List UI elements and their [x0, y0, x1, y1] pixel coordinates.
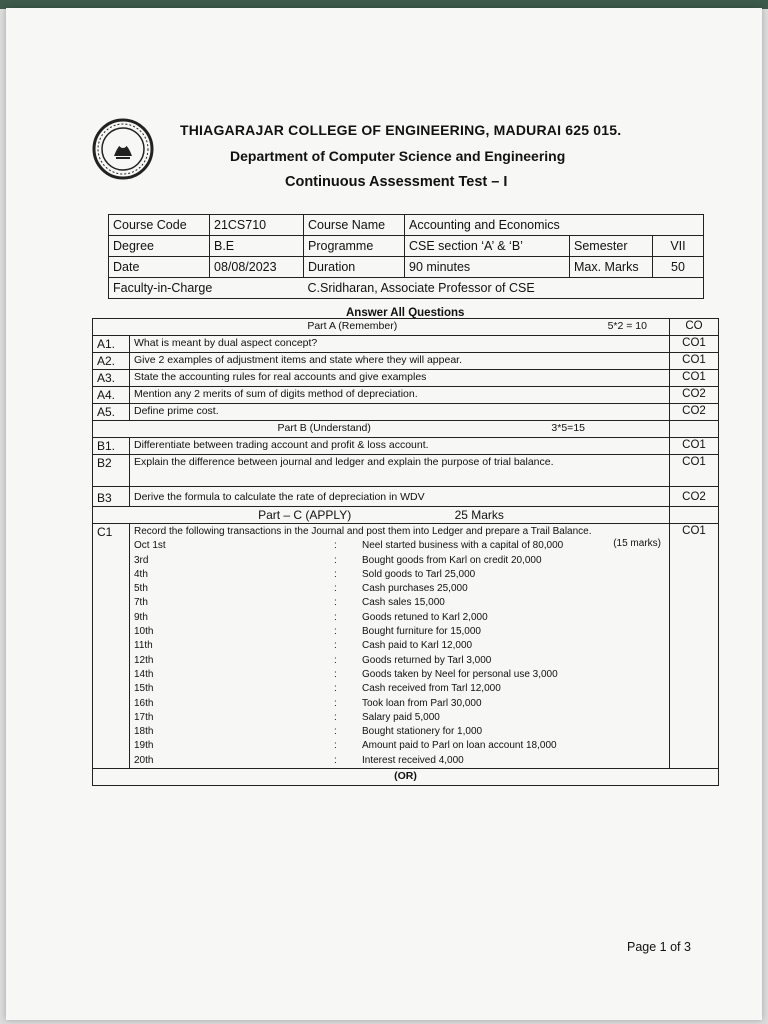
transaction-date: 3rd — [134, 554, 149, 566]
faculty-label: Faculty-in-Charge — [109, 278, 304, 299]
transaction-separator: : — [334, 654, 337, 666]
question-number: A2. — [93, 353, 130, 370]
part-a-title: Part A (Remember) — [307, 320, 398, 332]
department-name: Department of Computer Science and Engineering — [230, 148, 566, 164]
duration: 90 minutes — [405, 257, 570, 278]
transaction-row — [134, 554, 665, 568]
instruction: Answer All Questions — [346, 307, 465, 319]
question-row — [93, 387, 719, 404]
programme-label: Programme — [304, 236, 405, 257]
question-number: C1 — [93, 524, 130, 769]
duration-label: Duration — [304, 257, 405, 278]
semester: VII — [653, 236, 704, 257]
part-b-title: Part B (Understand) — [277, 422, 371, 434]
transaction-date: 17th — [134, 711, 154, 723]
question-text: Record the following transactions in the Journal and post them into Ledger and prepare a Trail Balance. — [134, 526, 592, 537]
question-co: CO2 — [670, 404, 719, 421]
transaction-separator: : — [334, 726, 337, 738]
transaction-date: 15th — [134, 683, 154, 695]
degree: B.E — [210, 236, 304, 257]
course-code: 21CS710 — [210, 215, 304, 236]
programme: CSE section ‘A’ & ‘B’ — [405, 236, 570, 257]
transaction-row — [134, 668, 665, 682]
question-text: Mention any 2 merits of sum of digits method of depreciation. — [130, 387, 670, 404]
question-number: A4. — [93, 387, 130, 404]
question-text: Define prime cost. — [130, 404, 670, 421]
transaction-row — [134, 625, 665, 639]
question-number: B3 — [93, 487, 130, 507]
question-co: CO2 — [670, 387, 719, 404]
transaction-separator: : — [334, 554, 337, 566]
course-name: Accounting and Economics — [405, 215, 704, 236]
transaction-separator: : — [334, 597, 337, 609]
question-number: A5. — [93, 404, 130, 421]
transaction-row — [134, 582, 665, 596]
question-co: CO1 — [670, 370, 719, 387]
part-a-marks: 5*2 = 10 — [607, 320, 647, 332]
question-number: A3. — [93, 370, 130, 387]
question-text: State the accounting rules for real accounts and give examples — [130, 370, 670, 387]
transaction-row — [134, 539, 665, 553]
question-row — [93, 487, 719, 507]
co-header: CO — [670, 319, 719, 336]
transaction-date: 20th — [134, 754, 154, 766]
transaction-date: 7th — [134, 597, 148, 609]
question-row — [93, 455, 719, 487]
transaction-text: Bought stationery for 1,000 — [362, 726, 483, 738]
transaction-separator: : — [334, 640, 337, 652]
part-a-header — [93, 319, 670, 336]
question-row — [93, 353, 719, 370]
transaction-separator: : — [334, 740, 337, 752]
transaction-date: 5th — [134, 583, 148, 595]
transaction-text: Cash sales 15,000 — [362, 597, 445, 609]
test-title: Continuous Assessment Test – I — [285, 174, 508, 190]
transaction-text: Salary paid 5,000 — [362, 711, 440, 723]
transaction-date: 10th — [134, 626, 154, 638]
question-text: Differentiate between trading account and profit & loss account. — [130, 438, 670, 455]
transaction-separator: : — [334, 711, 337, 723]
date-label: Date — [109, 257, 210, 278]
questions-table — [92, 318, 719, 786]
max-marks: 50 — [653, 257, 704, 278]
transaction-row — [134, 725, 665, 739]
question-row — [93, 336, 719, 353]
course-code-label: Course Code — [109, 215, 210, 236]
transaction-date: 12th — [134, 654, 154, 666]
transaction-row — [134, 697, 665, 711]
transaction-date: 19th — [134, 740, 154, 752]
question-co: CO2 — [670, 487, 719, 507]
transaction-row — [134, 639, 665, 653]
transaction-row — [134, 568, 665, 582]
transaction-separator: : — [334, 568, 337, 580]
transaction-separator: : — [334, 540, 337, 552]
transaction-text: Cash paid to Karl 12,000 — [362, 640, 473, 652]
course-info-table — [108, 214, 704, 299]
semester-label: Semester — [570, 236, 653, 257]
transaction-text: Sold goods to Tarl 25,000 — [362, 568, 476, 580]
question-text: Give 2 examples of adjustment items and state where they will appear. — [130, 353, 670, 370]
part-b-header — [93, 421, 670, 438]
course-name-label: Course Name — [304, 215, 405, 236]
part-c-marks: 25 Marks — [454, 508, 504, 522]
transaction-separator: : — [334, 583, 337, 595]
college-emblem-logo — [92, 118, 154, 180]
transaction-date: 16th — [134, 697, 154, 709]
or-label: (OR) — [93, 769, 719, 786]
transaction-separator: : — [334, 626, 337, 638]
question-marks: (15 marks) — [613, 538, 661, 549]
transaction-text: Cash received from Tarl 12,000 — [362, 683, 501, 695]
question-row — [93, 370, 719, 387]
question-number: A1. — [93, 336, 130, 353]
college-name: THIAGARAJAR COLLEGE OF ENGINEERING, MADURAI 625 015. — [180, 122, 622, 138]
transaction-separator: : — [334, 754, 337, 766]
transaction-text: Goods retuned to Karl 2,000 — [362, 611, 488, 623]
transaction-text: Neel started business with a capital of 80,000 — [362, 540, 564, 552]
max-marks-label: Max. Marks — [570, 257, 653, 278]
transaction-text: Goods taken by Neel for personal use 3,000 — [362, 668, 558, 680]
question-co: CO1 — [670, 336, 719, 353]
transaction-row — [134, 711, 665, 725]
transaction-row — [134, 682, 665, 696]
transaction-text: Goods returned by Tarl 3,000 — [362, 654, 492, 666]
question-co: CO1 — [670, 455, 719, 487]
transaction-date: 18th — [134, 726, 154, 738]
question-text: What is meant by dual aspect concept? — [130, 336, 670, 353]
page-number: Page 1 of 3 — [627, 940, 691, 954]
transaction-text: Took loan from Parl 30,000 — [362, 697, 482, 709]
transaction-date: Oct 1st — [134, 540, 166, 552]
transaction-row — [134, 739, 665, 753]
transaction-date: 14th — [134, 668, 154, 680]
transaction-separator: : — [334, 611, 337, 623]
transaction-text: Cash purchases 25,000 — [362, 583, 468, 595]
degree-label: Degree — [109, 236, 210, 257]
transaction-separator: : — [334, 683, 337, 695]
transaction-date: 9th — [134, 611, 148, 623]
question-row — [93, 524, 719, 769]
transaction-date: 11th — [134, 640, 153, 652]
transaction-text: Interest received 4,000 — [362, 754, 464, 766]
question-number: B1. — [93, 438, 130, 455]
transaction-row — [134, 654, 665, 668]
transaction-text: Bought goods from Karl on credit 20,000 — [362, 554, 542, 566]
question-row — [93, 438, 719, 455]
question-c1-body — [130, 524, 670, 769]
transaction-text: Amount paid to Parl on loan account 18,000 — [362, 740, 557, 752]
transaction-separator: : — [334, 697, 337, 709]
transaction-row — [134, 754, 665, 768]
question-number: B2 — [93, 455, 130, 487]
question-co: CO1 — [670, 438, 719, 455]
date: 08/08/2023 — [210, 257, 304, 278]
transaction-date: 4th — [134, 568, 148, 580]
transaction-row — [134, 596, 665, 610]
question-row — [93, 404, 719, 421]
question-text: Explain the difference between journal and ledger and explain the purpose of trial balance. — [130, 455, 670, 487]
faculty-name: C.Sridharan, Associate Professor of CSE — [304, 278, 704, 299]
question-co: CO1 — [670, 353, 719, 370]
transactions-list — [134, 539, 665, 768]
question-text: Derive the formula to calculate the rate of depreciation in WDV — [130, 487, 670, 507]
part-c-title: Part – C (APPLY) — [258, 508, 352, 522]
part-b-marks: 3*5=15 — [551, 422, 585, 434]
part-c-header — [93, 507, 670, 524]
transaction-separator: : — [334, 668, 337, 680]
question-co: CO1 — [670, 524, 719, 769]
transaction-text: Bought furniture for 15,000 — [362, 626, 481, 638]
transaction-row — [134, 611, 665, 625]
